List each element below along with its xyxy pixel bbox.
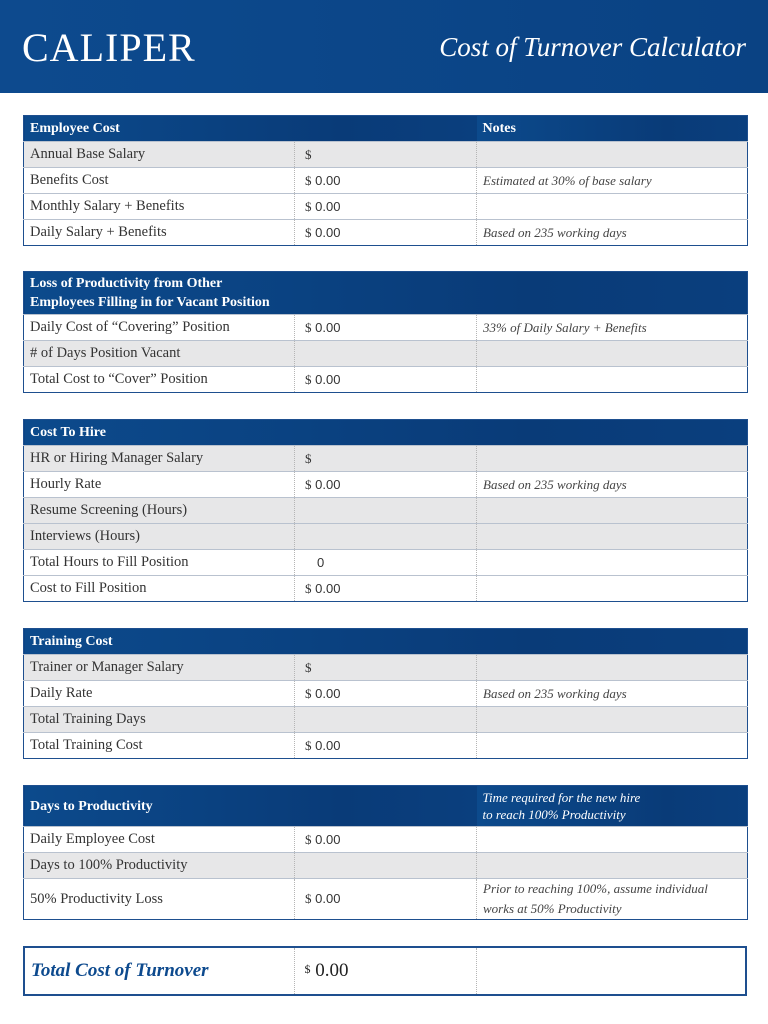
daily-rate-value: $ 0.00	[295, 681, 477, 707]
row-note	[477, 733, 748, 759]
table-row	[24, 142, 748, 168]
row-note: Estimated at 30% of base salary	[477, 168, 748, 194]
daily-employee-cost-value: $ 0.00	[295, 827, 477, 853]
table-row	[24, 733, 748, 759]
training-cost-table	[23, 628, 748, 759]
monthly-salary-value: $ 0.00	[295, 194, 477, 220]
row-label: Resume Screening (Hours)	[24, 498, 295, 524]
section-header	[24, 116, 748, 142]
row-note: 33% of Daily Salary + Benefits	[477, 315, 748, 341]
total-cover-cost-value: $ 0.00	[295, 367, 477, 393]
total-note-cell	[476, 947, 746, 995]
total-cost-value: $ 0.00	[294, 947, 476, 995]
table-row	[24, 681, 748, 707]
section-header	[24, 786, 748, 827]
row-label: Total Cost to “Cover” Position	[24, 367, 295, 393]
table-row	[24, 550, 748, 576]
total-hours-value: 0	[295, 550, 477, 576]
row-note	[477, 194, 748, 220]
section-note: Time required for the new hire to reach 100% Productivity	[477, 786, 748, 827]
row-note: Based on 235 working days	[477, 681, 748, 707]
row-note	[477, 707, 748, 733]
table-row	[24, 220, 748, 246]
header-banner	[0, 0, 768, 93]
row-label: HR or Hiring Manager Salary	[24, 446, 295, 472]
table-row	[24, 576, 748, 602]
row-note	[477, 367, 748, 393]
row-note	[477, 524, 748, 550]
row-label: Daily Cost of “Covering” Position	[24, 315, 295, 341]
days-to-productivity-input[interactable]	[295, 853, 477, 879]
row-label: Total Training Cost	[24, 733, 295, 759]
row-label: Hourly Rate	[24, 472, 295, 498]
page-title: Cost of Turnover Calculator	[439, 32, 746, 62]
row-note	[477, 853, 748, 879]
row-note: Based on 235 working days	[477, 220, 748, 246]
benefits-cost-value: $ 0.00	[295, 168, 477, 194]
row-label: 50% Productivity Loss	[24, 879, 295, 920]
section-title: Days to Productivity	[24, 786, 477, 827]
row-label: Trainer or Manager Salary	[24, 655, 295, 681]
row-note	[477, 550, 748, 576]
annual-base-salary-input[interactable]: $	[295, 142, 477, 168]
hiring-manager-salary-input[interactable]: $	[295, 446, 477, 472]
table-row	[24, 367, 748, 393]
brand-logo: CALIPER	[22, 25, 196, 70]
section-header	[24, 272, 748, 315]
section-title: Training Cost	[24, 629, 748, 655]
table-row	[24, 707, 748, 733]
section-header	[24, 629, 748, 655]
row-note	[477, 827, 748, 853]
table-row	[24, 524, 748, 550]
days-to-productivity-table	[23, 785, 748, 920]
table-row	[24, 655, 748, 681]
row-note	[477, 142, 748, 168]
row-label: Daily Rate	[24, 681, 295, 707]
table-row	[24, 168, 748, 194]
interviews-input[interactable]	[295, 524, 477, 550]
section-header	[24, 420, 748, 446]
hourly-rate-value: $ 0.00	[295, 472, 477, 498]
row-note	[477, 446, 748, 472]
table-row	[24, 315, 748, 341]
row-note	[477, 655, 748, 681]
productivity-loss-value: $ 0.00	[295, 879, 477, 920]
table-row	[24, 879, 748, 920]
covering-cost-value: $ 0.00	[295, 315, 477, 341]
section-title: Cost To Hire	[24, 420, 748, 446]
cost-to-fill-value: $ 0.00	[295, 576, 477, 602]
row-label: Annual Base Salary	[24, 142, 295, 168]
row-label: Interviews (Hours)	[24, 524, 295, 550]
row-note	[477, 498, 748, 524]
row-note: Prior to reaching 100%, assume individual works at 50% Productivity	[477, 879, 748, 920]
row-label: Daily Salary + Benefits	[24, 220, 295, 246]
row-label: Total Hours to Fill Position	[24, 550, 295, 576]
row-label: Total Training Days	[24, 707, 295, 733]
row-note	[477, 341, 748, 367]
section-title: Employee Cost	[24, 116, 477, 142]
row-note	[477, 576, 748, 602]
section-title: Loss of Productivity from Other Employees Filling in for Vacant Position	[24, 272, 748, 315]
table-row	[24, 498, 748, 524]
trainer-salary-input[interactable]: $	[295, 655, 477, 681]
resume-screening-input[interactable]	[295, 498, 477, 524]
employee-cost-table	[23, 115, 748, 246]
table-row	[24, 853, 748, 879]
row-label: Monthly Salary + Benefits	[24, 194, 295, 220]
row-label: Benefits Cost	[24, 168, 295, 194]
row-label: Cost to Fill Position	[24, 576, 295, 602]
row-label: Daily Employee Cost	[24, 827, 295, 853]
row-note: Based on 235 working days	[477, 472, 748, 498]
table-row	[24, 446, 748, 472]
training-days-input[interactable]	[295, 707, 477, 733]
total-cost-label: Total Cost of Turnover	[31, 960, 209, 981]
total-training-cost-value: $ 0.00	[295, 733, 477, 759]
days-vacant-input[interactable]	[295, 341, 477, 367]
total-cost-table	[23, 946, 747, 996]
daily-salary-value: $ 0.00	[295, 220, 477, 246]
table-row	[24, 472, 748, 498]
table-row	[24, 194, 748, 220]
row-label: # of Days Position Vacant	[24, 341, 295, 367]
row-label: Days to 100% Productivity	[24, 853, 295, 879]
table-row	[24, 341, 748, 367]
notes-column-header: Notes	[477, 116, 748, 142]
productivity-loss-table	[23, 271, 748, 393]
cost-to-hire-table	[23, 419, 748, 602]
table-row	[24, 827, 748, 853]
